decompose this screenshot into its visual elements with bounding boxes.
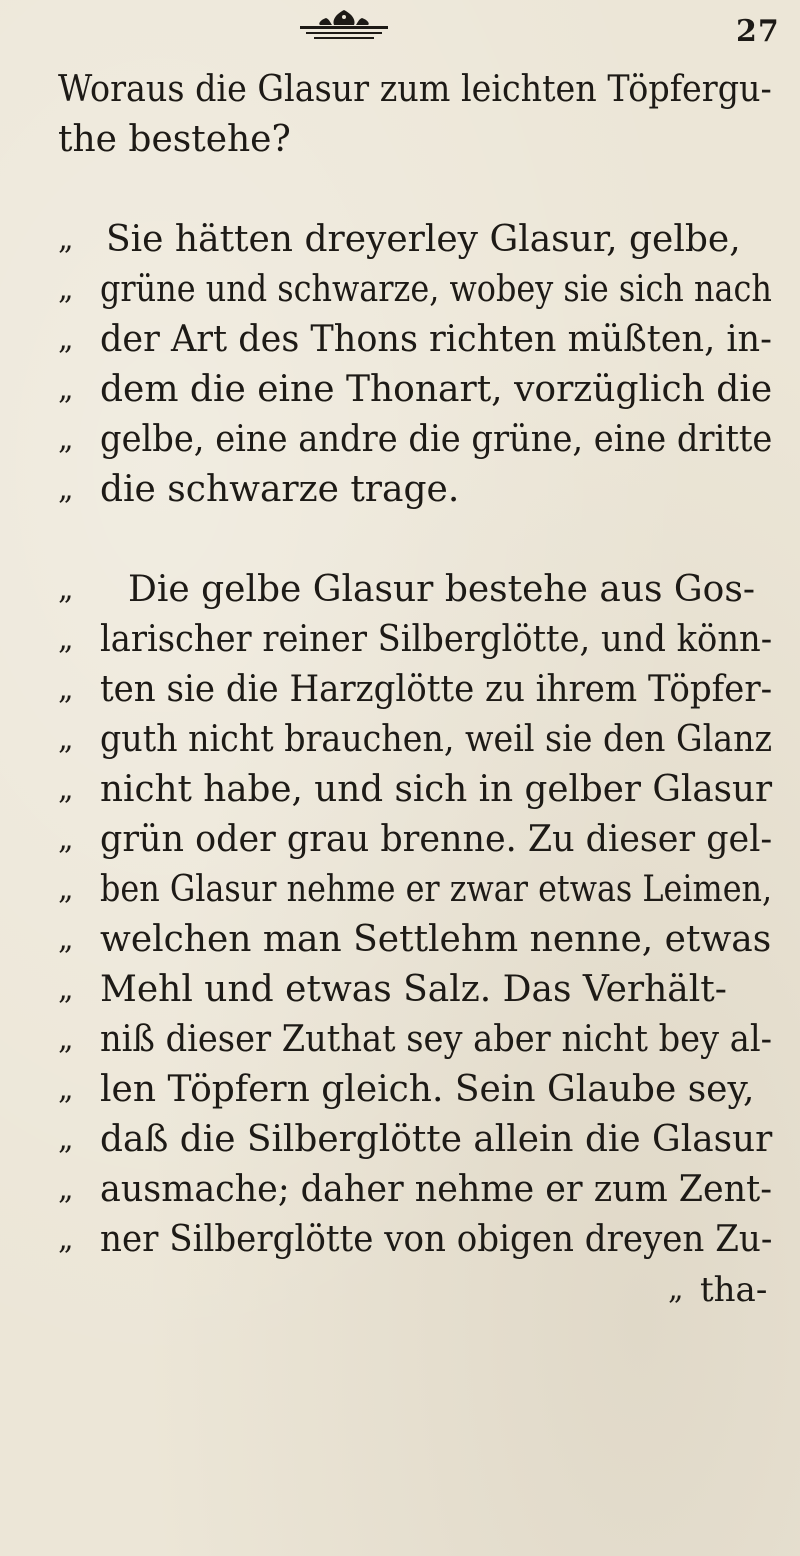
text-line: niß dieser Zuthat sey aber nicht bey al- xyxy=(100,1019,772,1060)
page-number: 27 xyxy=(736,14,780,49)
text-line: ausmache; daher nehme er zum Zent- xyxy=(100,1169,772,1210)
printer-ornament-icon xyxy=(296,8,392,44)
quote-mark: „ xyxy=(58,622,74,657)
quote-mark: „ xyxy=(58,672,74,707)
text-line: len Töpfern gleich. Sein Glaube sey, xyxy=(100,1069,755,1110)
text-line: Mehl und etwas Salz. Das Verhält- xyxy=(100,969,727,1010)
text-line: Woraus die Glasur zum leichten Töpfergu- xyxy=(58,69,772,110)
quote-mark: „ xyxy=(58,472,74,507)
text-line: ner Silberglötte von obigen dreyen Zu- xyxy=(100,1219,773,1260)
text-line: Die gelbe Glasur bestehe aus Gos- xyxy=(128,569,755,610)
text-line: gelbe, eine andre die grüne, eine dritte xyxy=(100,419,773,460)
quote-mark: „ xyxy=(58,872,74,907)
text-line: grüne und schwarze, wobey sie sich nach xyxy=(100,269,772,310)
text-line: guth nicht brauchen, weil sie den Glanz xyxy=(100,719,773,760)
quote-mark: „ xyxy=(58,1022,74,1057)
quote-mark: „ xyxy=(58,1122,74,1157)
text-line: die schwarze trage. xyxy=(100,469,460,510)
quote-mark: „ xyxy=(58,322,74,357)
quote-mark: „ xyxy=(58,372,74,407)
text-line: larischer reiner Silberglötte, und könn- xyxy=(100,619,773,660)
quote-mark: „ xyxy=(58,1072,74,1107)
text-line: the bestehe? xyxy=(58,119,291,160)
text-line: dem die eine Thonart, vorzüglich die xyxy=(100,369,773,410)
quote-mark: „ xyxy=(58,1172,74,1207)
quote-mark: „ xyxy=(58,222,74,257)
text-line: welchen man Settlehm nenne, etwas xyxy=(100,919,772,960)
text-line: nicht habe, und sich in gelber Glasur xyxy=(100,769,773,810)
catchword-quote: „ xyxy=(668,1272,684,1307)
quote-mark: „ xyxy=(58,972,74,1007)
quote-mark: „ xyxy=(58,822,74,857)
quote-mark: „ xyxy=(58,722,74,757)
text-line: Sie hätten dreyerley Glasur, gelbe, xyxy=(106,219,741,260)
quote-mark: „ xyxy=(58,422,74,457)
quote-mark: „ xyxy=(58,272,74,307)
quote-mark: „ xyxy=(58,922,74,957)
text-line: grün oder grau brenne. Zu dieser gel- xyxy=(100,819,773,860)
catchword: tha- xyxy=(700,1270,768,1310)
quote-mark: „ xyxy=(58,1222,74,1257)
text-line: ten sie die Harzglötte zu ihrem Töpfer- xyxy=(100,669,773,710)
quote-mark: „ xyxy=(58,572,74,607)
text-line: der Art des Thons richten müßten, in- xyxy=(100,319,772,360)
text-line: ben Glasur nehme er zwar etwas Leimen, xyxy=(100,869,773,910)
text-line: daß die Silberglötte allein die Glasur xyxy=(100,1119,773,1160)
quote-mark: „ xyxy=(58,772,74,807)
